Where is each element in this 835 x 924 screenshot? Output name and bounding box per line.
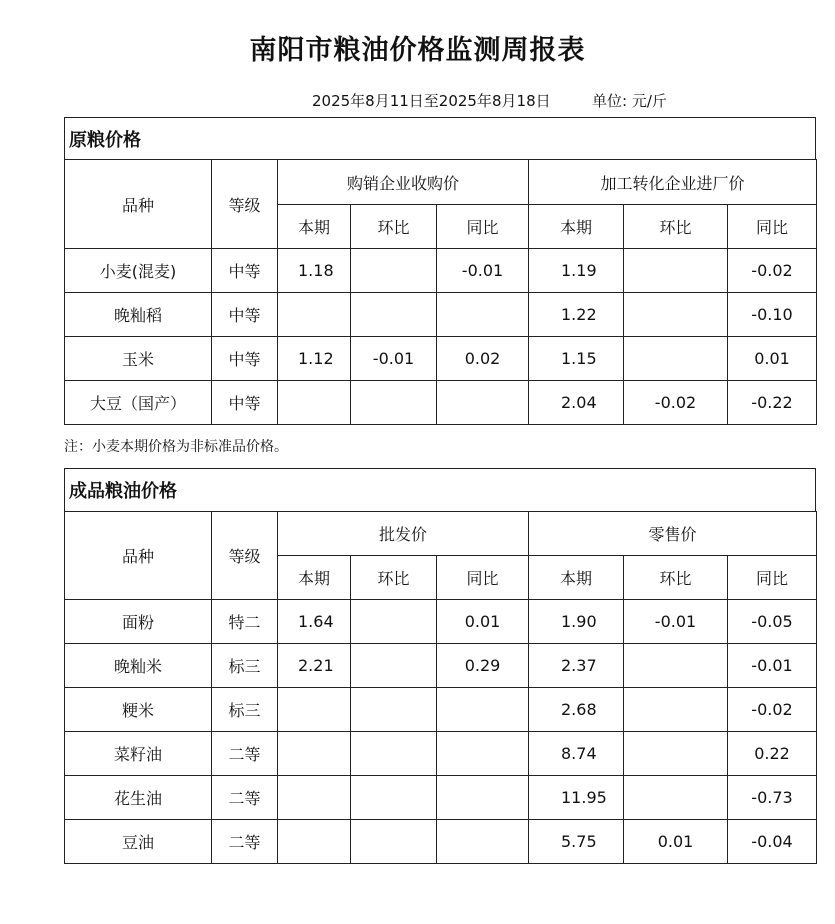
value-cell: 2.68 [529, 688, 624, 732]
header-variety: 品种 [65, 512, 212, 600]
value-cell [624, 293, 728, 337]
header-current: 本期 [278, 205, 351, 249]
report-title: 南阳市粮油价格监测周报表 [249, 35, 586, 66]
header-grade: 等级 [212, 512, 278, 600]
table-row [65, 820, 817, 864]
value-cell [351, 600, 437, 644]
variety-cell: 菜籽油 [65, 732, 212, 776]
variety-cell: 花生油 [65, 776, 212, 820]
value-cell: -0.01 [437, 249, 529, 293]
grade-cell: 中等 [212, 337, 278, 381]
table-row [65, 776, 817, 820]
value-cell [278, 732, 351, 776]
footnote: 注：小麦本期价格为非标准品价格。 [64, 439, 288, 455]
value-cell: 0.02 [437, 337, 529, 381]
header-retail-price: 零售价 [529, 512, 817, 556]
grade-cell: 二等 [212, 776, 278, 820]
value-cell: 8.74 [529, 732, 624, 776]
header-mom: 环比 [351, 556, 437, 600]
variety-cell: 面粉 [65, 600, 212, 644]
value-cell [351, 249, 437, 293]
value-cell [624, 644, 728, 688]
raw-grain-table [64, 159, 817, 425]
header-current: 本期 [278, 556, 351, 600]
value-cell [437, 820, 529, 864]
value-cell: 0.29 [437, 644, 529, 688]
table-row [65, 381, 817, 425]
variety-cell: 粳米 [65, 688, 212, 732]
value-cell: 0.01 [728, 337, 817, 381]
value-cell [437, 381, 529, 425]
table-row [65, 688, 817, 732]
value-cell [437, 688, 529, 732]
value-cell [437, 293, 529, 337]
header-grade: 等级 [212, 160, 278, 249]
header-purchase-price: 购销企业收购价 [278, 160, 529, 205]
value-cell [351, 293, 437, 337]
value-cell [278, 688, 351, 732]
value-cell: -0.02 [728, 249, 817, 293]
value-cell [278, 293, 351, 337]
value-cell: 1.18 [278, 249, 351, 293]
value-cell: 5.75 [529, 820, 624, 864]
grade-cell: 中等 [212, 249, 278, 293]
header-yoy: 同比 [728, 556, 817, 600]
variety-cell: 晚籼米 [65, 644, 212, 688]
value-cell: -0.05 [728, 600, 817, 644]
value-cell: 2.21 [278, 644, 351, 688]
grade-cell: 标三 [212, 644, 278, 688]
value-cell [624, 688, 728, 732]
variety-cell: 豆油 [65, 820, 212, 864]
variety-cell: 小麦(混麦) [65, 249, 212, 293]
header-wholesale-price: 批发价 [278, 512, 529, 556]
grade-cell: 标三 [212, 688, 278, 732]
value-cell: -0.01 [728, 644, 817, 688]
grade-cell: 中等 [212, 381, 278, 425]
value-cell: 0.01 [437, 600, 529, 644]
date-range: 2025年8月11日至2025年8月18日 [312, 92, 551, 110]
table-row [65, 337, 817, 381]
value-cell: 1.90 [529, 600, 624, 644]
grade-cell: 二等 [212, 820, 278, 864]
value-cell: -0.04 [728, 820, 817, 864]
header-current: 本期 [529, 205, 624, 249]
value-cell: 1.15 [529, 337, 624, 381]
value-cell: 1.64 [278, 600, 351, 644]
value-cell: -0.22 [728, 381, 817, 425]
header-mom: 环比 [624, 556, 728, 600]
header-mom: 环比 [351, 205, 437, 249]
value-cell: 2.37 [529, 644, 624, 688]
value-cell: -0.02 [728, 688, 817, 732]
table-row [65, 644, 817, 688]
table-row [65, 293, 817, 337]
value-cell: -0.10 [728, 293, 817, 337]
value-cell: -0.73 [728, 776, 817, 820]
value-cell: 0.01 [624, 820, 728, 864]
raw-grain-section-title: 原粮价格 [64, 117, 816, 159]
value-cell: -0.01 [624, 600, 728, 644]
value-cell: 1.12 [278, 337, 351, 381]
finished-section-title: 成品粮油价格 [64, 468, 816, 511]
table-row [65, 732, 817, 776]
value-cell: 2.04 [529, 381, 624, 425]
table-row [65, 249, 817, 293]
value-cell: 0.22 [728, 732, 817, 776]
value-cell [624, 732, 728, 776]
unit-label: 单位: 元/斤 [592, 92, 667, 110]
header-mom: 环比 [624, 205, 728, 249]
value-cell [351, 644, 437, 688]
finished-table [64, 511, 817, 864]
header-yoy: 同比 [437, 205, 529, 249]
variety-cell: 晚籼稻 [65, 293, 212, 337]
header-current: 本期 [529, 556, 624, 600]
grade-cell: 中等 [212, 293, 278, 337]
value-cell [437, 732, 529, 776]
value-cell [278, 381, 351, 425]
value-cell [278, 776, 351, 820]
value-cell [624, 249, 728, 293]
value-cell [351, 732, 437, 776]
value-cell: -0.02 [624, 381, 728, 425]
value-cell [624, 337, 728, 381]
header-yoy: 同比 [437, 556, 529, 600]
value-cell: 11.95 [529, 776, 624, 820]
value-cell [351, 688, 437, 732]
variety-cell: 大豆（国产） [65, 381, 212, 425]
value-cell [437, 776, 529, 820]
header-processing-price: 加工转化企业进厂价 [529, 160, 817, 205]
variety-cell: 玉米 [65, 337, 212, 381]
value-cell: 1.22 [529, 293, 624, 337]
grade-cell: 二等 [212, 732, 278, 776]
value-cell [624, 776, 728, 820]
value-cell: -0.01 [351, 337, 437, 381]
table-row [65, 600, 817, 644]
value-cell: 1.19 [529, 249, 624, 293]
value-cell [278, 820, 351, 864]
header-variety: 品种 [65, 160, 212, 249]
value-cell [351, 381, 437, 425]
grade-cell: 特二 [212, 600, 278, 644]
value-cell [351, 776, 437, 820]
header-yoy: 同比 [728, 205, 817, 249]
value-cell [351, 820, 437, 864]
